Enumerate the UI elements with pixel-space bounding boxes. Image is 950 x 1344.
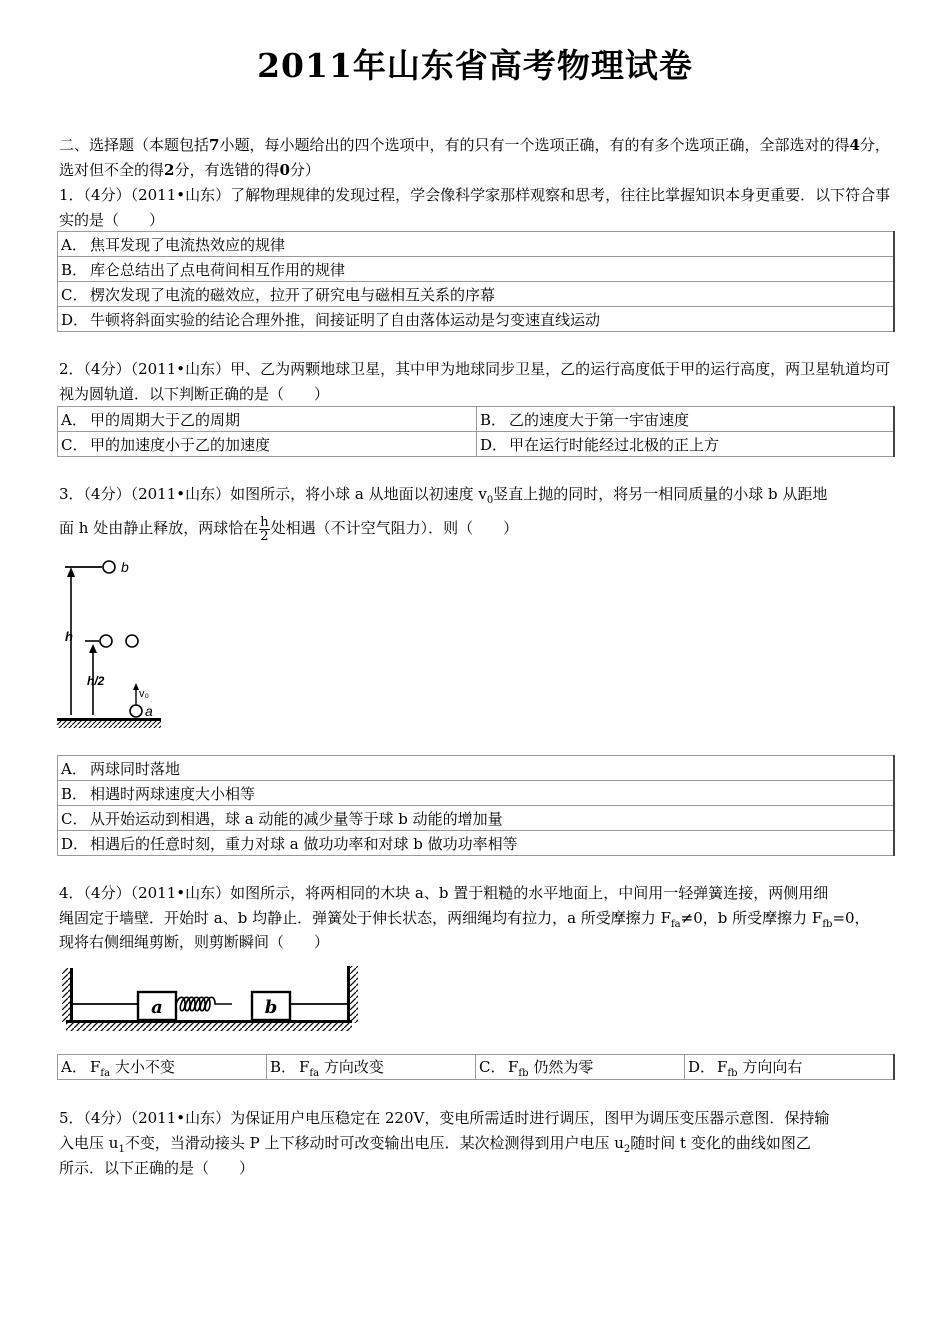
option-3a[interactable]: A． 两球同时落地 [58, 756, 895, 781]
ball-meet-1 [100, 635, 112, 647]
section-instructions: 二、选择题（本题包括7小题，每小题给出的四个选项中，有的只有一个选项正确，有的有多个选项正确，全部选对的得4分，选对但不全的得2分，有选错的得0分） [59, 136, 890, 179]
h2-arrow-head [89, 644, 97, 653]
label-v0: v₀ [139, 688, 150, 700]
option-1c[interactable]: C． 楞次发现了电流的磁效应，拉开了研究电与磁相互关系的序幕 [58, 282, 895, 307]
spring [176, 997, 232, 1011]
option-3d[interactable]: D． 相遇后的任意时刻，重力对球 a 做功功率和对球 b 做功功率相等 [58, 831, 895, 856]
option-4b[interactable]: B． $F_{fa}$ 方向改变 [267, 1055, 476, 1080]
fraction-h-over-2: $\frac{h}{2}$ [260, 514, 269, 544]
option-2a[interactable]: A． 甲的周期大于乙的周期 [58, 407, 477, 432]
question-2-options [57, 406, 895, 457]
option-2b[interactable]: B． 乙的速度大于第一宇宙速度 [477, 407, 895, 432]
question-4-stem-line1: 4．（4分）（2011•山东）如图所示，将两相同的木块 a、b 置于粗糙的水平地面上，中间用一轻弹簧连接，两侧用细 [59, 884, 829, 902]
label-block-a: a [151, 997, 163, 1018]
ball-meet-2 [126, 635, 138, 647]
label-block-b: b [264, 997, 278, 1018]
floor-line [66, 1020, 352, 1023]
question-1-options [57, 231, 895, 332]
right-wall [347, 966, 350, 1023]
label-b: b [121, 559, 129, 575]
question-4-stem-line3: 现将右侧细绳剪断，则剪断瞬间（ ） [59, 933, 330, 951]
option-4a[interactable]: A． $F_{fa}$ 大小不变 [58, 1055, 267, 1080]
question-3-options [57, 755, 895, 856]
right-wall-hatch [350, 966, 358, 1023]
page-title: 2011年山东省高考物理试卷 [257, 46, 693, 85]
question-5-stem-line3: 所示．以下正确的是（ ） [59, 1159, 255, 1177]
question-3-stem-line1: 3．（4分）（2011•山东）如图所示，将小球 a 从地面以初速度 $v_0$竖直上抛的同时，将另一相同质量的小球 b 从距地 [59, 485, 828, 506]
option-2c[interactable]: C． 甲的加速度小于乙的加速度 [58, 432, 477, 457]
q4-figure-blocks-spring [62, 962, 364, 1034]
ball-b-start [103, 561, 115, 573]
option-2d[interactable]: D． 甲在运行时能经过北极的正上方 [477, 432, 895, 457]
question-5-stem-line1: 5．（4分）（2011•山东）为保证用户电压稳定在 220V，变电所需适时进行调压，图甲为调压变压器示意图．保持输 [59, 1109, 830, 1127]
label-a: a [145, 703, 153, 719]
ground-hatch [57, 721, 161, 728]
question-2-stem: 2．（4分）（2011•山东）甲、乙为两颗地球卫星，其中甲为地球同步卫星，乙的运行高度低于甲的运行高度，两卫星轨道均可视为圆轨道．以下判断正确的是（ ） [59, 360, 891, 403]
option-4c[interactable]: C． $F_{fb}$ 仍然为零 [476, 1055, 685, 1080]
option-1b[interactable]: B． 库仑总结出了点电荷间相互作用的规律 [58, 257, 895, 282]
question-4-stem-line2: 绳固定于墙壁．开始时 a、b 均静止．弹簧处于伸长状态，两细绳均有拉力，a 所受摩擦力 $F_{fa}\ne 0$，b 所受摩擦力 $F_{fb}=0$， [59, 909, 870, 930]
question-1-stem: 1．（4分）（2011•山东）了解物理规律的发现过程，学会像科学家那样观察和思考，往往比掌握知识本身更重要．以下符合事实的是（ ） [59, 186, 891, 229]
label-h: h [65, 629, 73, 644]
question-3-stem-line2: 面 h 处由静止释放，两球恰在 $\frac{h}{2}$ 处相遇（不计空气阻力）．则（ ） [59, 514, 519, 544]
label-h-half: h/2 [87, 674, 105, 688]
floor-hatch [66, 1023, 352, 1031]
option-1a[interactable]: A． 焦耳发现了电流热效应的规律 [58, 232, 895, 257]
option-1d[interactable]: D． 牛顿将斜面实验的结论合理外推，间接证明了自由落体运动是匀变速直线运动 [58, 307, 895, 332]
question-5-stem-line2: 入电压 $u_1$不变，当滑动接头 P 上下移动时可改变输出电压．某次检测得到用户电压 $u_2$随时间 t 变化的曲线如图乙 [59, 1134, 811, 1155]
ball-a [130, 705, 142, 717]
question-4-options [57, 1054, 895, 1080]
option-4d[interactable]: D． $F_{fb}$ 方向向右 [685, 1055, 895, 1080]
option-3c[interactable]: C． 从开始运动到相遇，球 a 动能的减少量等于球 b 动能的增加量 [58, 806, 895, 831]
left-wall [70, 968, 73, 1023]
left-wall-hatch [62, 968, 70, 1023]
q3-figure-falling-balls [57, 555, 167, 733]
h-arrow-head [67, 567, 75, 577]
option-3b[interactable]: B． 相遇时两球速度大小相等 [58, 781, 895, 806]
